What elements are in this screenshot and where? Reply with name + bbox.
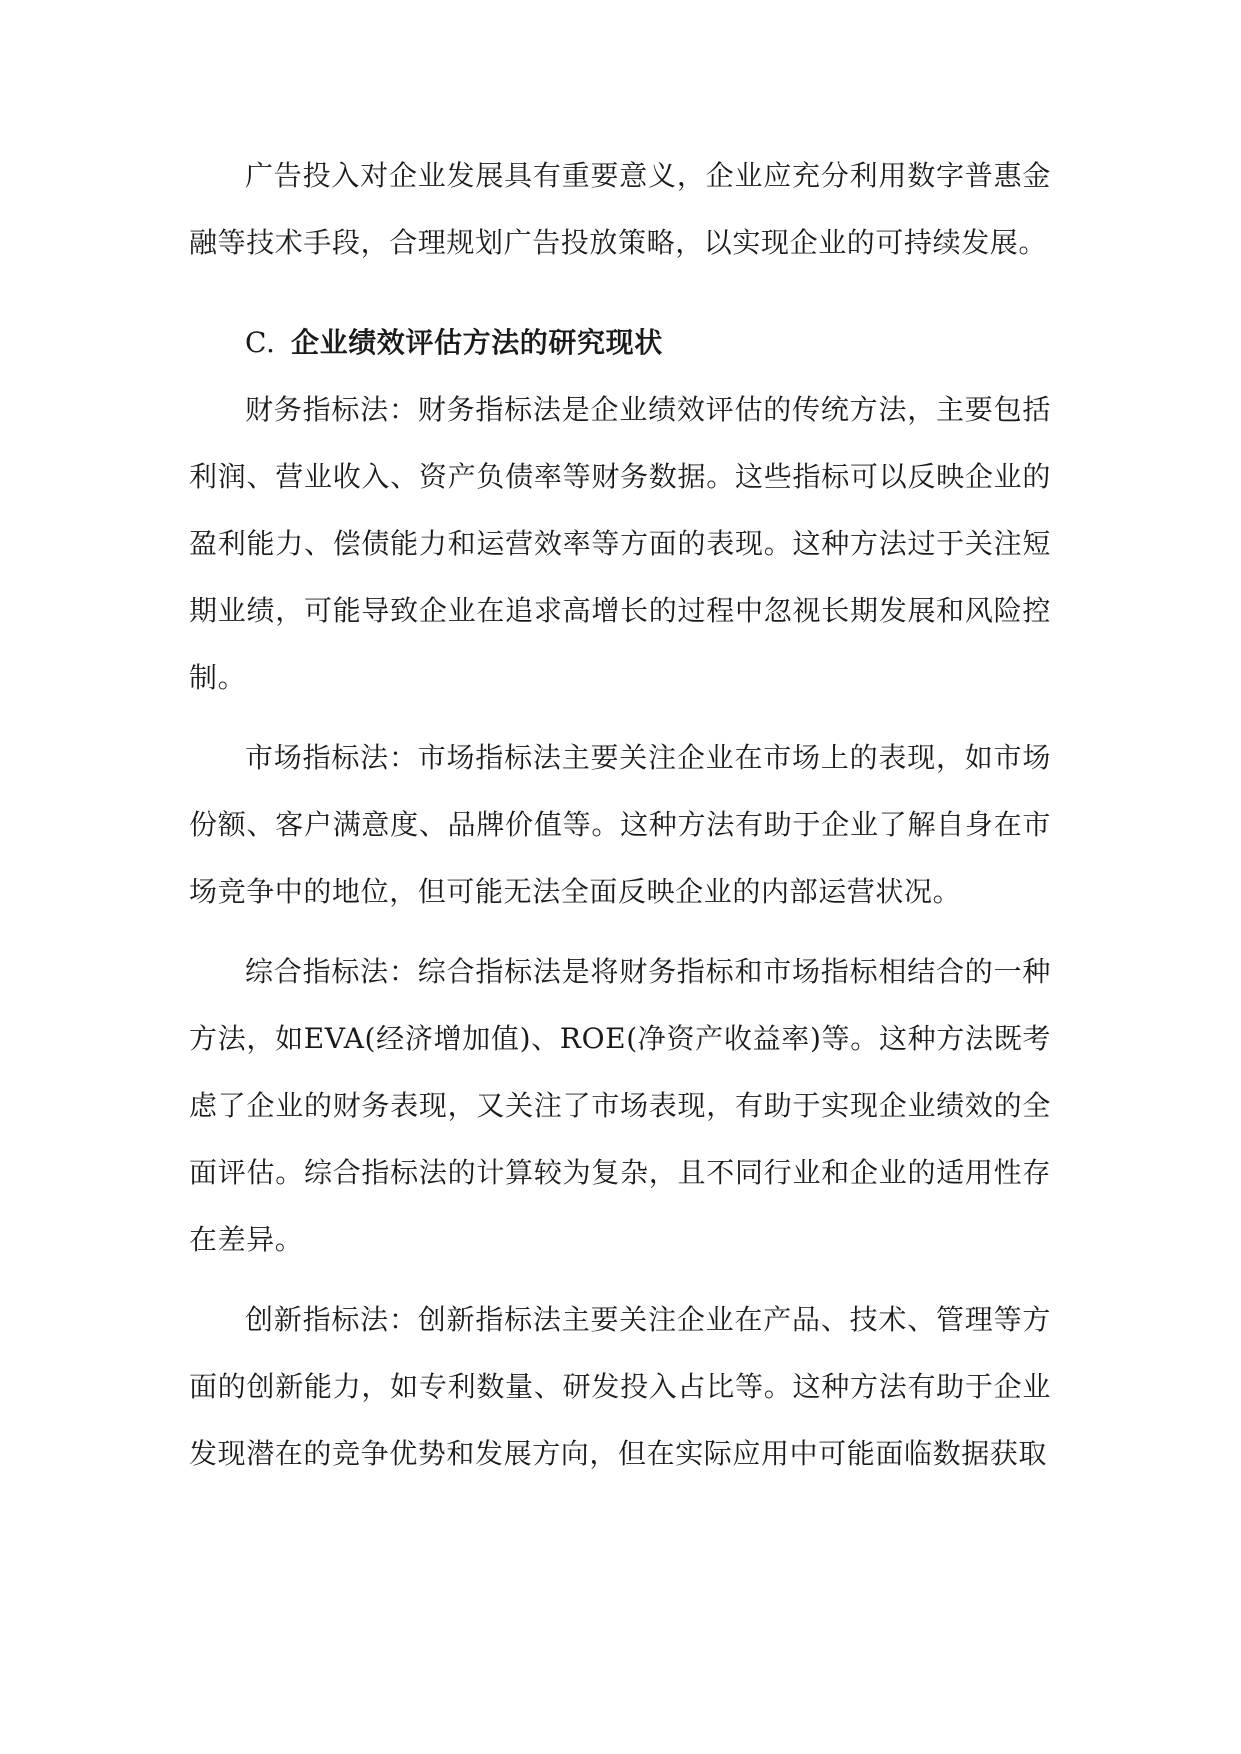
section-marker: C. xyxy=(245,326,276,359)
paragraph-advertising-summary: 广告投入对企业发展具有重要意义，企业应充分利用数字普惠金融等技术手段，合理规划广告投放策略，以实现企业的可持续发展。 xyxy=(189,159,1051,259)
paragraph-financial-indicators: 财务指标法：财务指标法是企业绩效评估的传统方法，主要包括利润、营业收入、资产负债率等财务数据。这些指标可以反映企业的盈利能力、偿债能力和运营效率等方面的表现。这种方法过于关注短期业绩，可能导致企业在追求高增长的过程中忽视长期发展和风险控制。 xyxy=(189,393,1051,694)
section-heading xyxy=(189,289,1051,376)
paragraph-innovation-indicators: 创新指标法：创新指标法主要关注企业在产品、技术、管理等方面的创新能力，如专利数量、研发投入占比等。这种方法有助于企业发现潜在的竞争优势和发展方向，但在实际应用中可能面临数据获取 xyxy=(189,1303,1051,1470)
document-body xyxy=(189,142,1051,1500)
paragraph-composite-indicators: 综合指标法：综合指标法是将财务指标和市场指标相结合的一种方法，如EVA(经济增加值)、ROE(净资产收益率)等。这种方法既考虑了企业的财务表现，又关注了市场表现，有助于实现企业绩效的全面评估。综合指标法的计算较为复杂，且不同行业和企业的适用性存在差异。 xyxy=(189,955,1051,1256)
paragraph-market-indicators: 市场指标法：市场指标法主要关注企业在市场上的表现，如市场份额、客户满意度、品牌价值等。这种方法有助于企业了解自身在市场竞争中的地位，但可能无法全面反映企业的内部运营状况。 xyxy=(189,741,1051,908)
section-title: 企业绩效评估方法的研究现状 xyxy=(291,326,663,359)
